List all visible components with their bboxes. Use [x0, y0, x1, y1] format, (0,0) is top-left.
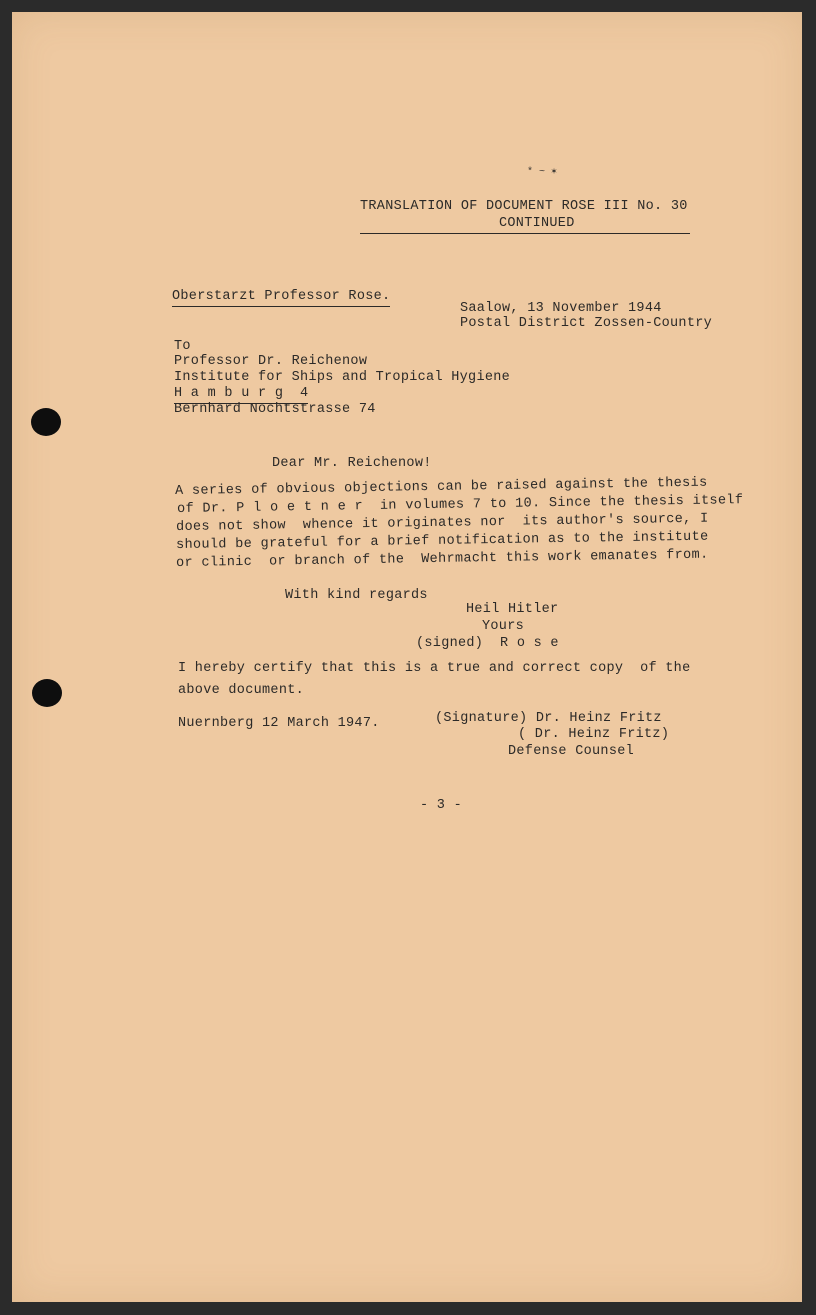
punch-hole-bottom [32, 679, 62, 707]
body-line: A series of obvious objections can be raised against the thesis [175, 475, 708, 499]
place-date-line-2: Postal District Zossen-Country [460, 316, 713, 331]
signature-name: ( Dr. Heinz Fritz) [518, 727, 670, 742]
page-number: - 3 - [420, 798, 463, 813]
document-page [12, 12, 802, 1302]
certification-line-2: above document. [178, 683, 305, 698]
place-date-line-1: Saalow, 13 November 1944 [460, 301, 662, 316]
closing-yours: Yours [482, 619, 525, 634]
document-subtitle: CONTINUED [499, 216, 575, 231]
certification-line-1: I hereby certify that this is a true and correct copy of the [178, 661, 691, 676]
punch-hole-top [31, 408, 61, 436]
recipient-to: To [174, 339, 191, 354]
signature-title: Defense Counsel [508, 744, 635, 759]
certification-place-date: Nuernberg 12 March 1947. [178, 716, 380, 731]
closing-regards: With kind regards [285, 588, 428, 603]
closing-heil: Heil Hitler [466, 602, 559, 617]
body-line: does not show whence it originates nor its author's source, I [176, 511, 709, 535]
title-underline [360, 233, 690, 234]
closing-signed: (signed) R o s e [416, 636, 559, 651]
body-line: should be grateful for a brief notification as to the institute [176, 529, 709, 553]
recipient-street: Bernhard Nochtstrasse 74 [174, 402, 376, 417]
header-mark: * ~ ✶ [527, 167, 558, 178]
document-title: TRANSLATION OF DOCUMENT ROSE III No. 30 [360, 199, 688, 214]
sender-line: Oberstarzt Professor Rose. [172, 290, 390, 307]
body-line: of Dr. P l o e t n e r in volumes 7 to 10. Since the thesis itself [177, 493, 744, 517]
signature-line: (Signature) Dr. Heinz Fritz [435, 711, 662, 726]
recipient-city: H a m b u r g 4 [174, 387, 308, 404]
salutation: Dear Mr. Reichenow! [272, 456, 432, 471]
recipient-name: Professor Dr. Reichenow [174, 354, 368, 369]
recipient-institute: Institute for Ships and Tropical Hygiene [174, 370, 511, 385]
body-line: or clinic or branch of the Wehrmacht this work emanates from. [176, 547, 709, 571]
